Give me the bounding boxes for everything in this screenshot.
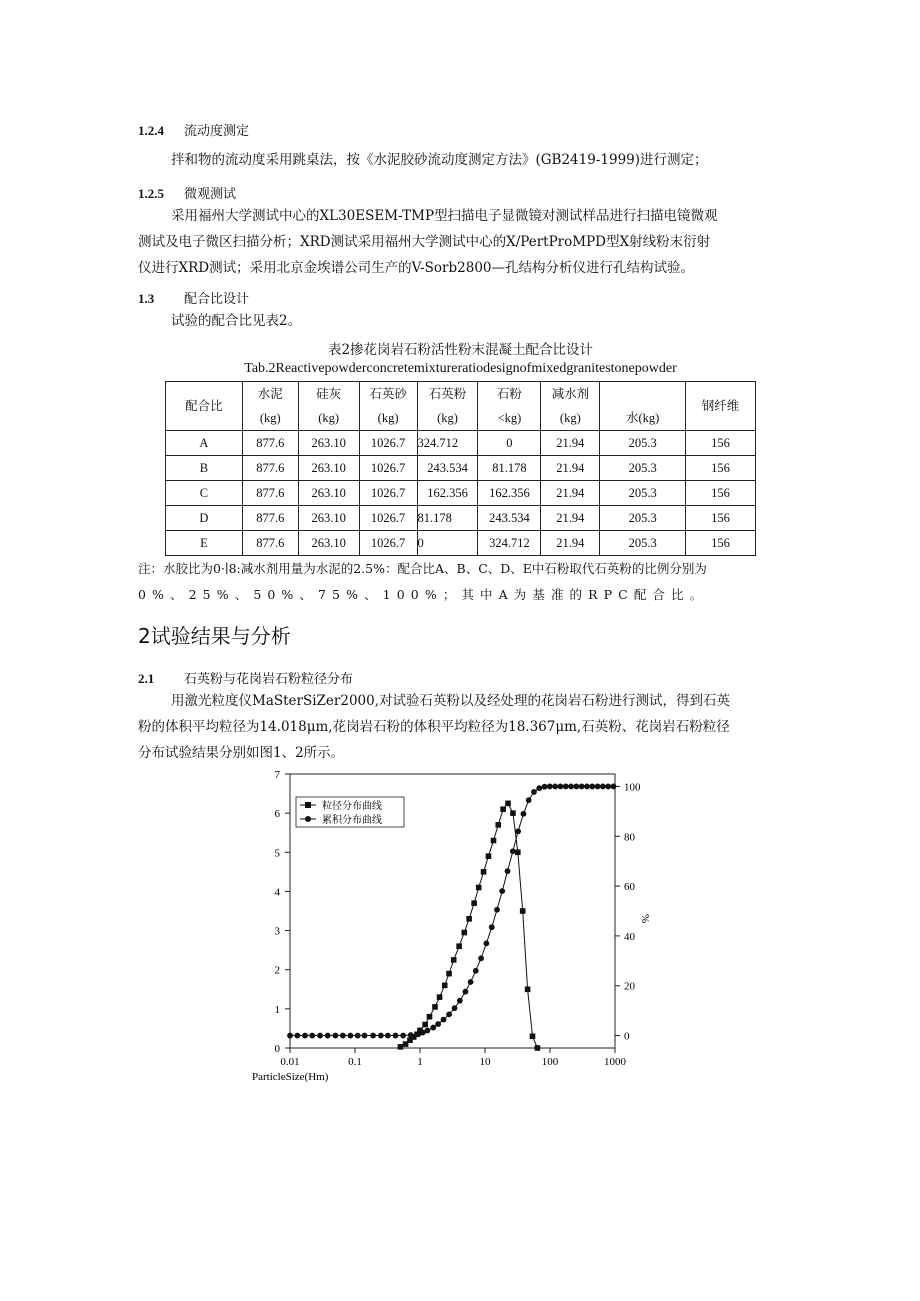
y-left-tick-label: 0: [274, 1043, 280, 1055]
data-point-circle: [568, 784, 574, 790]
data-point-square: [432, 1004, 438, 1010]
table-cell: 243.534: [478, 506, 541, 531]
table-cell: 21.94: [541, 431, 600, 456]
data-point-circle: [558, 784, 564, 790]
data-point-circle: [600, 784, 606, 790]
section-title: 微观测试: [184, 187, 237, 202]
mix-ratio-table: [165, 381, 756, 556]
data-point-circle: [531, 789, 537, 795]
data-point-square: [525, 986, 531, 992]
data-point-square: [535, 1045, 541, 1051]
table-caption-cn: 表2掺花岗岩石粉活性粉末混凝土配合比设计: [327, 342, 594, 358]
data-point-square: [446, 971, 452, 977]
table-cell: 1026.7: [359, 431, 417, 456]
y-right-tick-label: 60: [624, 881, 635, 894]
data-point-square: [495, 822, 501, 828]
table-cell: 162.356: [478, 481, 541, 506]
legend-entry: 累积分布曲线: [322, 815, 382, 826]
paragraph-line: 仪进行XRD测试；采用北京金埃谱公司生产的V-Sorb2800—孔结构分析仪进行孔结构试验。: [138, 260, 694, 276]
table-cell: 162.356: [417, 481, 478, 506]
data-point-circle: [468, 979, 474, 985]
data-point-circle: [457, 998, 463, 1004]
y-right-tick-label: 80: [624, 831, 635, 844]
data-point-circle: [515, 828, 521, 834]
row-label-cell: E: [166, 531, 243, 556]
section-title: 流动度测定: [184, 124, 250, 139]
data-point-circle: [309, 1033, 315, 1039]
table-cell: 205.3: [600, 531, 686, 556]
data-point-circle: [463, 989, 469, 995]
x-tick-label: 0.1: [348, 1056, 362, 1068]
section-1-2-5-heading: [138, 183, 236, 202]
table-cell: 263.10: [298, 456, 359, 481]
section-title: 石英粉与花岗岩石粉粒径分布: [184, 672, 354, 687]
data-point-square: [476, 885, 482, 891]
y-left-tick-label: 2: [274, 964, 280, 977]
y-right-tick-label: 0: [624, 1030, 630, 1043]
table-cell: 877.6: [242, 431, 298, 456]
data-point-circle: [348, 1033, 354, 1039]
data-point-circle: [494, 907, 500, 913]
table-cell: 156: [686, 531, 756, 556]
data-point-circle: [499, 888, 505, 894]
paragraph-line: 分布试验结果分别如图1、2所示。: [138, 745, 345, 761]
x-tick-label: 1000: [604, 1056, 626, 1068]
table-cell: 877.6: [242, 531, 298, 556]
table-cell: 21.94: [541, 481, 600, 506]
data-point-circle: [385, 1033, 391, 1039]
data-point-circle: [589, 784, 595, 790]
y-left-tick-label: 4: [274, 886, 280, 899]
data-point-circle: [552, 784, 558, 790]
table-cell: 263.10: [298, 431, 359, 456]
x-tick-label: 10: [479, 1056, 491, 1068]
particle-size-chart: [240, 764, 660, 1094]
data-point-circle: [452, 1005, 458, 1011]
section-2-1-heading: [138, 668, 353, 687]
data-point-circle: [362, 1033, 368, 1039]
paragraph-text: 拌和物的流动度采用跳桌法，按《水泥胶砂流动度测定方法》(GB2419-1999)进行测定；: [171, 152, 708, 168]
paragraph-1-3: [138, 308, 786, 334]
data-point-square: [398, 1044, 404, 1050]
data-point-circle: [425, 1028, 431, 1034]
data-point-circle: [446, 1011, 452, 1017]
x-tick-label: 1: [417, 1056, 423, 1068]
data-point-square: [456, 943, 462, 949]
data-point-circle: [317, 1033, 323, 1039]
data-point-circle: [563, 784, 569, 790]
data-point-circle: [441, 1017, 447, 1023]
table-cell: 81.178: [417, 506, 478, 531]
header-cell: 减水剂 (kg): [541, 382, 600, 431]
table-cell: 263.10: [298, 481, 359, 506]
data-point-circle: [295, 1033, 301, 1039]
data-point-square: [510, 810, 516, 816]
note-line: 0%、25%、50%、75%、100%；其中A为基准的RPC配合比。: [138, 587, 709, 602]
data-point-circle: [542, 784, 548, 790]
table-cell: 877.6: [242, 456, 298, 481]
data-point-square: [515, 849, 521, 855]
table-cell: 21.94: [541, 531, 600, 556]
row-label-cell: A: [166, 431, 243, 456]
section-number: 1.3: [138, 291, 155, 306]
data-point-circle: [547, 784, 553, 790]
header-cell: 水(kg): [600, 382, 686, 431]
y-right-tick-label: 40: [624, 930, 635, 943]
header-cell: 水泥 (kg): [242, 382, 298, 431]
data-point-square: [451, 957, 457, 963]
data-point-square: [491, 838, 497, 844]
data-point-circle: [287, 1033, 293, 1039]
table-cell: 1026.7: [359, 481, 417, 506]
section-1-2-4-heading: [138, 120, 249, 139]
header-cell: 钢纤维: [686, 382, 756, 431]
data-point-square: [481, 869, 487, 875]
section-1-3-heading: [138, 288, 249, 307]
paragraph-1-2-4: [138, 147, 786, 173]
x-tick-label: 100: [541, 1056, 559, 1068]
data-point-circle: [595, 784, 601, 790]
paragraph-text: 试验的配合比见表2。: [171, 313, 302, 329]
table-cell: 0: [478, 431, 541, 456]
section-number: 1.2.5: [138, 186, 164, 201]
data-point-square: [500, 806, 506, 812]
table-cell: 21.94: [541, 506, 600, 531]
row-label-cell: D: [166, 506, 243, 531]
y-left-tick-label: 6: [274, 808, 280, 821]
table-row: [166, 531, 756, 556]
table-cell: 21.94: [541, 456, 600, 481]
paragraph-line: 用激光粒度仪MaSterSiZer2000,对试验石英粉以及经处理的花岗岩石粉进行测试，得到石英: [171, 693, 731, 709]
section-number: 2.1: [138, 671, 155, 686]
header-cell: 石粉 <kg): [478, 382, 541, 431]
data-point-square: [486, 853, 492, 859]
data-point-circle: [478, 955, 484, 961]
data-point-circle: [536, 785, 542, 791]
chapter-heading: 2试验结果与分析: [138, 624, 291, 648]
data-point-square: [427, 1014, 433, 1020]
table-cell: 1026.7: [359, 506, 417, 531]
table-cell: 0: [417, 531, 478, 556]
data-point-circle: [408, 1032, 414, 1038]
data-point-square: [530, 1033, 536, 1039]
table-cell: 877.6: [242, 481, 298, 506]
data-point-circle: [400, 1033, 406, 1039]
table-note: [138, 556, 786, 608]
data-point-square: [442, 983, 448, 989]
data-point-circle: [393, 1033, 399, 1039]
data-point-square: [505, 801, 511, 807]
header-cell: 石英粉 (kg): [417, 382, 478, 431]
y-right-tick-label: 20: [624, 980, 635, 993]
table-cell: 324.712: [417, 431, 478, 456]
paragraph-2-1: [138, 688, 786, 766]
chart-legend: [296, 797, 404, 827]
data-point-square: [437, 994, 443, 1000]
table-cell: 324.712: [478, 531, 541, 556]
data-point-square: [466, 916, 472, 922]
table-cell: 263.10: [298, 531, 359, 556]
y-left-tick-label: 7: [274, 769, 280, 781]
data-point-circle: [325, 1033, 331, 1039]
row-label-cell: B: [166, 456, 243, 481]
data-point-circle: [489, 924, 495, 930]
data-point-circle: [355, 1033, 361, 1039]
paragraph-1-2-5: [138, 203, 786, 281]
legend-entry: 粒径分布曲线: [322, 801, 382, 812]
table-cell: 156: [686, 506, 756, 531]
data-point-circle: [510, 848, 516, 854]
legend-square-marker: [305, 802, 311, 808]
section-number: 1.2.4: [138, 123, 164, 138]
table-cell: 156: [686, 456, 756, 481]
table-cell: 205.3: [600, 456, 686, 481]
data-point-circle: [370, 1033, 376, 1039]
data-point-circle: [333, 1033, 339, 1039]
row-label-cell: C: [166, 481, 243, 506]
data-point-circle: [435, 1021, 441, 1027]
y-left-tick-label: 1: [274, 1003, 280, 1016]
x-tick-label: 0.01: [280, 1056, 300, 1068]
table-cell: 205.3: [600, 506, 686, 531]
table-cell: 205.3: [600, 431, 686, 456]
header-cell: 硅灰 (kg): [298, 382, 359, 431]
header-cell: 石英砂 (kg): [359, 382, 417, 431]
data-point-circle: [579, 784, 585, 790]
data-point-square: [520, 908, 526, 914]
data-point-circle: [505, 868, 511, 874]
table-cell: 243.534: [417, 456, 478, 481]
table-header-row: [166, 382, 756, 431]
data-point-circle: [574, 784, 580, 790]
y-right-axis-label: %: [639, 914, 651, 924]
data-point-circle: [521, 811, 527, 817]
x-axis-label: ParticleSize(Hm): [252, 1071, 329, 1083]
data-point-circle: [611, 784, 617, 790]
data-point-circle: [378, 1033, 384, 1039]
paragraph-line: 测试及电子微区扫描分析；XRD测试采用福州大学测试中心的X/PertProMPD型X射线粉末衍射: [138, 234, 711, 250]
table-cell: 205.3: [600, 481, 686, 506]
table-row: [166, 431, 756, 456]
paragraph-line: 粉的体积平均粒径为14.018μm,花岗岩石粉的体积平均粒径为18.367μm,石英粉、花岗岩石粉粒径: [138, 719, 730, 735]
data-point-circle: [473, 968, 479, 974]
table-row: [166, 481, 756, 506]
table-cell: 1026.7: [359, 456, 417, 481]
series-line-0: [400, 803, 537, 1048]
table-cell: 156: [686, 481, 756, 506]
y-left-tick-label: 5: [274, 847, 280, 860]
y-left-tick-label: 3: [274, 925, 280, 938]
section-title: 配合比设计: [184, 292, 250, 307]
table-row: [166, 456, 756, 481]
table-row: [166, 506, 756, 531]
data-point-circle: [430, 1025, 436, 1031]
header-cell: 配合比: [166, 382, 243, 431]
table-caption-en: Tab.2Reactivepowderconcretemixtureratiodesignofmixedgranitestonepowder: [244, 361, 677, 376]
data-point-circle: [526, 797, 532, 803]
table-cell: 81.178: [478, 456, 541, 481]
table-cell: 877.6: [242, 506, 298, 531]
paragraph-line: 采用福州大学测试中心的XL30ESEM-TMP型扫描电子显微镜对测试样品进行扫描电镜微观: [171, 208, 718, 224]
data-point-square: [471, 900, 477, 906]
table-cell: 156: [686, 431, 756, 456]
data-point-square: [461, 930, 467, 936]
table-cell: 263.10: [298, 506, 359, 531]
data-point-circle: [605, 784, 611, 790]
data-point-circle: [483, 940, 489, 946]
data-point-circle: [584, 784, 590, 790]
legend-circle-marker: [305, 816, 311, 822]
data-point-circle: [340, 1033, 346, 1039]
data-point-circle: [302, 1033, 308, 1039]
data-point-square: [422, 1022, 428, 1028]
y-right-tick-label: 100: [624, 781, 641, 794]
note-line: 注：水胶比为0·∣8:减水剂用量为水泥的2.5%：配合比A、B、C、D、E中石粉取代石英粉的比例分别为: [138, 561, 707, 576]
table-cell: 1026.7: [359, 531, 417, 556]
